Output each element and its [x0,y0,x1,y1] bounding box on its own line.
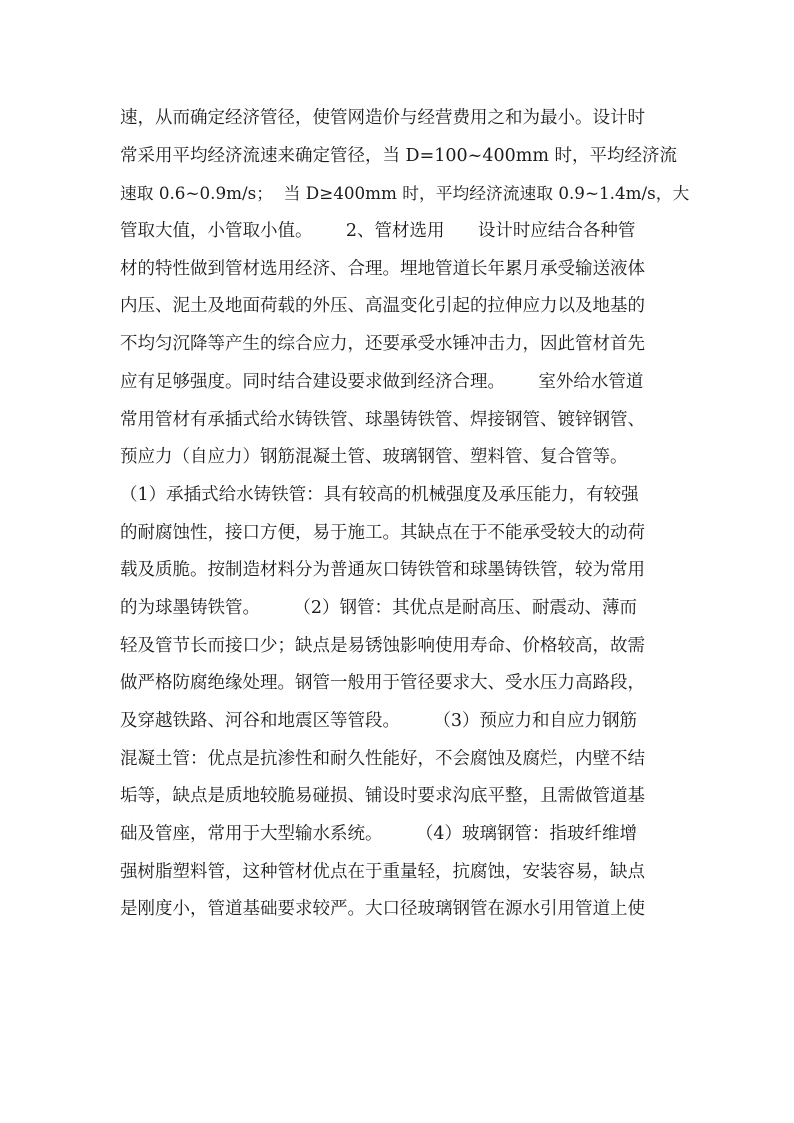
text-line: 轻及管节长而接口少；缺点是易锈蚀影响使用寿命、价格较高，故需 [120,635,645,656]
text-line: 的为球墨铸铁管。 （2）钢管：其优点是耐高压、耐震动、薄而 [120,597,638,618]
text-line: 础及管座，常用于大型输水系统。 （4）玻璃钢管：指玻纤维增 [120,824,638,845]
text-line: 做严格防腐绝缘处理。钢管一般用于管径要求大、受水压力高路段， [120,673,645,694]
text-line: 应有足够强度。同时结合建设要求做到经济合理。 室外给水管道 [120,371,644,392]
text-line: 常用管材有承插式给水铸铁管、球墨铸铁管、焊接钢管、镀锌钢管、 [120,409,645,430]
text-line: 垢等，缺点是质地较脆易碰损、铺设时要求沟底平整，且需做管道基 [120,786,645,807]
text-line: 强树脂塑料管，这种管材优点在于重量轻，抗腐蚀，安装容易，缺点 [120,861,645,882]
text-line: 预应力（自应力）钢筋混凝土管、玻璃钢管、塑料管、复合管等。 [120,447,628,468]
text-line: 混凝土管：优点是抗渗性和耐久性能好，不会腐蚀及腐烂，内壁不结 [120,748,645,769]
text-line: 速取 0.6~0.9m/s； 当 D≥400mm 时，平均经济流速取 0.9~1.4m/s，大 [120,183,690,204]
text-line: 载及质脆。按制造材料分为普通灰口铸铁管和球墨铸铁管，较为常用 [120,560,645,581]
text-line: 材的特性做到管材选用经济、合理。埋地管道长年累月承受输送液体 [120,258,645,279]
text-line: 的耐腐蚀性，接口方便，易于施工。其缺点在于不能承受较大的动荷 [120,522,645,543]
text-line: 速，从而确定经济管径，使管网造价与经营费用之和为最小。设计时 [120,108,645,128]
text-line: 管取大值，小管取小值。 2、管材选用 设计时应结合各种管 [120,221,636,242]
body-text [120,100,690,929]
text-line: 不均匀沉降等产生的综合应力，还要承受水锤冲击力，因此管材首先 [120,334,645,355]
text-line: 是刚度小，管道基础要求较严。大口径玻璃钢管在源水引用管道上使 [120,899,645,920]
text-line: 内压、泥土及地面荷载的外压、高温变化引起的拉伸应力以及地基的 [120,296,645,317]
text-line: 及穿越铁路、河谷和地震区等管段。 （3）预应力和自应力钢筋 [120,711,638,731]
text-line: 常采用平均经济流速来确定管径，当 D=100~400mm 时，平均经济流 [120,145,677,166]
text-line: （1）承插式给水铸铁管：具有较高的机械强度及承压能力，有较强 [120,484,639,505]
